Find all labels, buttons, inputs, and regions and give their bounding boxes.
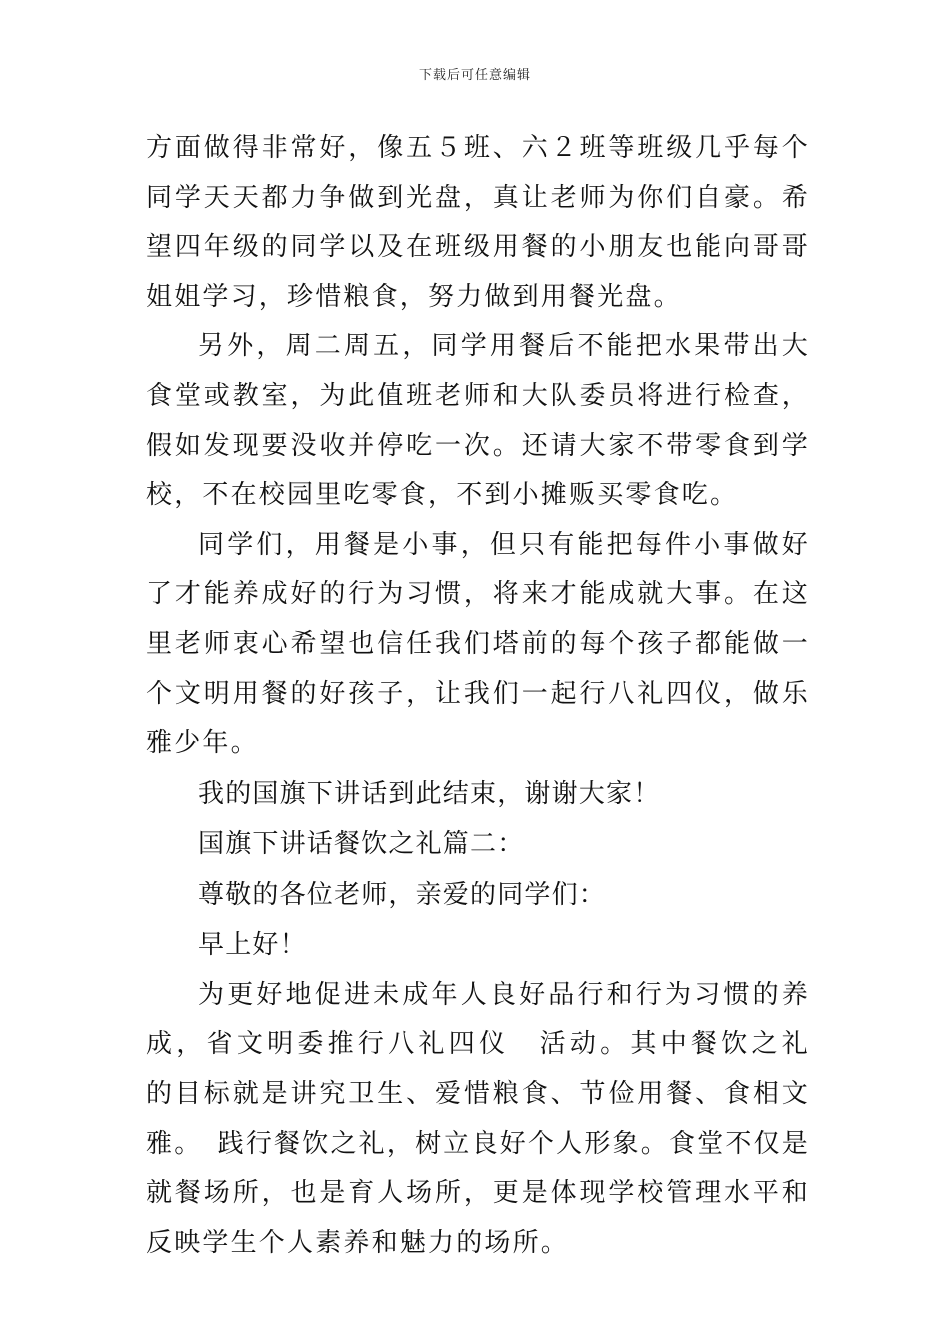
paragraph-closing: 我的国旗下讲话到此结束，谢谢大家！	[198, 778, 661, 809]
greeting: 早上好！	[198, 930, 307, 961]
paragraph-good-habits: 同学们，用餐是小事，但只有能把每件小事做好了才能养成好的行为习惯，将来才能成就大事。在这里老师衷心希望也信任我们塔前的每个孩子都能做一个文明用餐的好孩子，让我们一起行八礼四仪，做乐雅少年。	[146, 529, 810, 759]
paragraph-fruit-rule: 另外，周二周五，同学用餐后不能把水果带出大食堂或教室，为此值班老师和大队委员将进行检查，假如发现要没收并停吃一次。还请大家不带零食到学校，不在校园里吃零食，不到小摊贩买零食吃。	[146, 331, 810, 511]
salutation: 尊敬的各位老师，亲爱的同学们：	[198, 879, 607, 910]
paragraph-continued: 方面做得非常好，像五５班、六２班等班级几乎每个同学天天都力争做到光盘，真让老师为你们自豪。希望四年级的同学以及在班级用餐的小朋友也能向哥哥姐姐学习，珍惜粮食，努力做到用餐光盘。	[146, 133, 810, 312]
paragraph-dining-etiquette: 为更好地促进未成年人良好品行和行为习惯的养成，省文明委推行八礼四仪 活动。其中餐饮之礼 的目标就是讲究卫生、爱惜粮食、节俭用餐、食相文雅。 践行餐饮之礼，树立良好个人形象。食堂不仅是就餐场所，也是育人场所，更是体现学校管理水平和反映学生个人素养和魅力的场所。	[146, 979, 839, 1258]
document-body	[146, 124, 839, 1268]
section-title: 国旗下讲话餐饮之礼篇二：	[198, 829, 525, 860]
page-header: 下载后可任意编辑	[418, 68, 531, 83]
